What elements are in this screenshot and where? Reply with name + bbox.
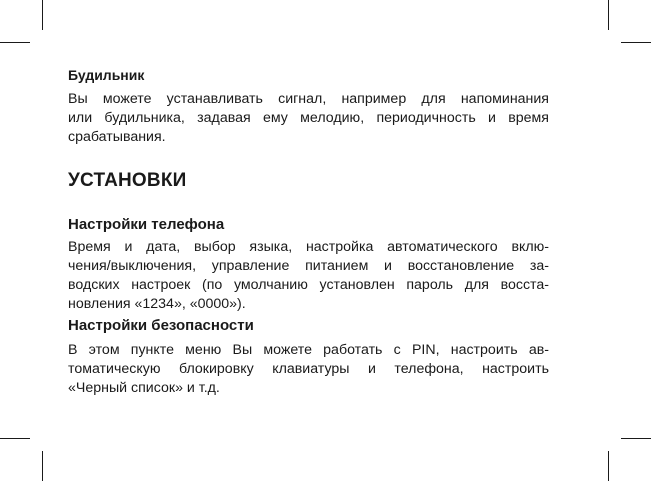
- phone-settings-heading: Настройки телефона: [68, 216, 225, 233]
- security-settings-line: «Черный список» и т.д.: [68, 380, 220, 396]
- crop-mark-top-right-vertical: [608, 0, 609, 30]
- alarm-line: Вы можете устанавливать сигнал, например для напоминания: [68, 91, 549, 107]
- crop-mark-top-left-horizontal: [0, 42, 30, 43]
- page-content: [68, 66, 549, 398]
- alarm-heading: Будильник: [68, 67, 145, 83]
- phone-settings-line: Время и дата, выбор языка, настройка автоматического вклю-: [68, 239, 549, 255]
- security-settings-line: томатическую блокировку клавиатуры и телефона, настроить: [68, 361, 549, 377]
- security-settings-paragraph: [68, 341, 549, 398]
- crop-mark-bottom-right-horizontal: [621, 438, 651, 439]
- crop-mark-bottom-left-vertical: [42, 451, 43, 481]
- alarm-line: срабатывания.: [68, 129, 166, 145]
- security-settings-line: В этом пункте меню Вы можете работать с PIN, настроить ав-: [68, 342, 549, 358]
- crop-mark-bottom-left-horizontal: [0, 438, 30, 439]
- security-settings-heading: Настройки безопасности: [68, 317, 254, 334]
- phone-settings-line: чения/выключения, управление питанием и восстановление за-: [68, 258, 549, 274]
- phone-settings-line: водских настроек (по умолчанию установлен пароль для восста-: [68, 277, 549, 293]
- phone-settings-line: новления «1234», «0000»).: [68, 296, 246, 312]
- crop-mark-top-left-vertical: [42, 0, 43, 30]
- crop-mark-bottom-right-vertical: [608, 451, 609, 481]
- alarm-paragraph: [68, 90, 549, 147]
- alarm-line: или будильника, задавая ему мелодию, периодичность и время: [68, 110, 549, 126]
- settings-section-title: УСТАНОВКИ: [68, 170, 187, 191]
- crop-mark-top-right-horizontal: [621, 42, 651, 43]
- phone-settings-paragraph: [68, 238, 549, 314]
